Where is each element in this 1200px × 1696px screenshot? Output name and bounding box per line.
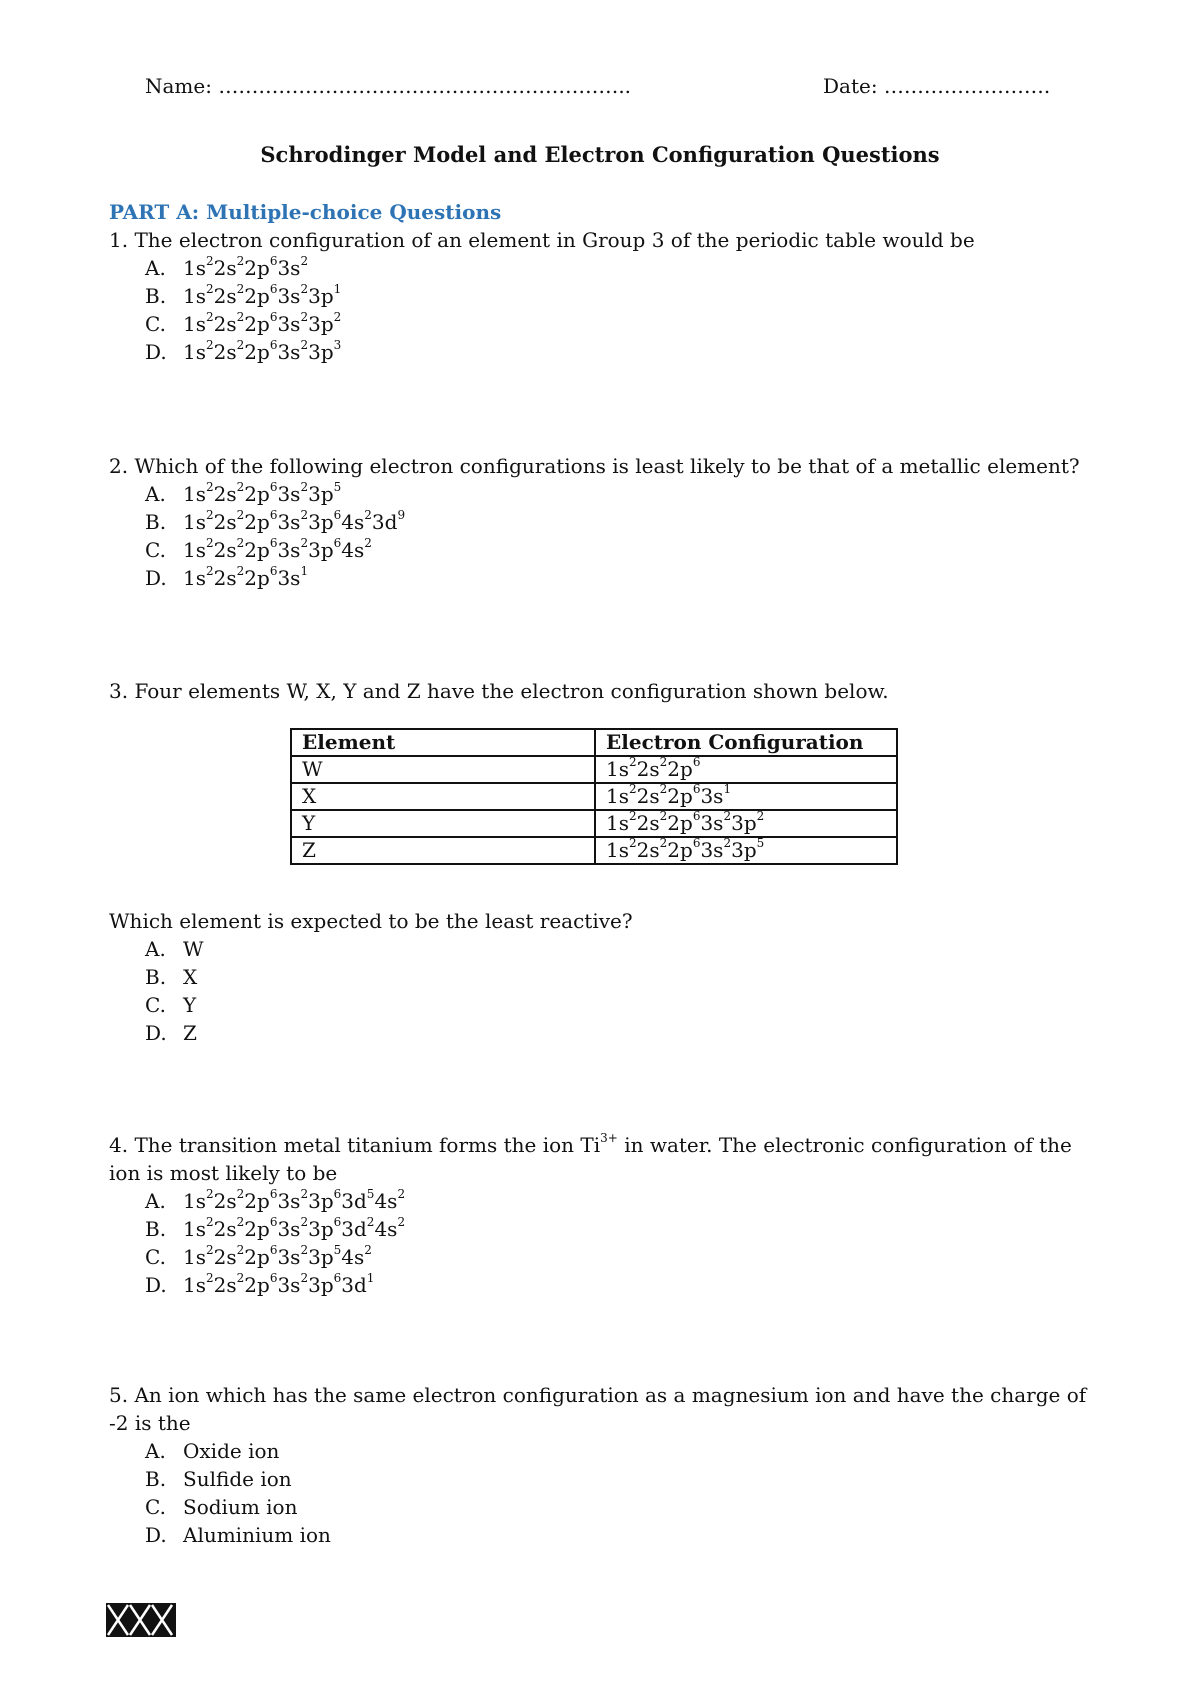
electron-count: 5 [756,836,765,851]
question-5-option-d[interactable] [145,1521,331,1549]
date-field[interactable]: Date: ……………………. [823,74,1051,98]
electron-count: 2 [629,782,637,797]
orbital-term: $3p^1$ [308,282,342,308]
orbital-term: $2s^2$ [213,508,245,534]
orbital-term: $3s^2$ [277,282,309,308]
question-5-option-b[interactable] [145,1465,292,1493]
orbital-term: $3s^1$ [277,564,309,590]
element-cell: Z [291,837,595,864]
electron-count: 6 [692,836,701,851]
option-letter: D. [145,1523,167,1547]
electron-count: 2 [300,338,309,353]
orbital-term: $3s^2$ [277,1187,309,1213]
option-letter: B. [145,284,167,308]
electron-count: 2 [300,1271,309,1286]
question-3-option-c[interactable] [145,991,196,1019]
orbital-term: $2p^6$ [244,310,278,336]
question-1-option-a[interactable] [145,254,308,282]
orbital-term: $4s^2$ [341,536,372,562]
question-2-option-b[interactable] [145,508,405,536]
orbital-term: $3p^5$ [731,836,765,862]
orbital-term: $4s^2$ [374,1187,406,1213]
option-letter: D. [145,1021,167,1045]
question-2-text: 2. Which of the following electron configurations is least likely to be that of a metallic element? [109,454,1080,478]
table-row [291,756,897,783]
orbital-term: $2p^6$ [244,338,278,364]
electron-configuration [183,340,341,364]
option-letter: C. [145,538,166,562]
orbital-term: $3s^2$ [277,310,309,336]
electron-count: 2 [300,282,309,297]
ion-charge: 3+ [600,1131,618,1146]
electron-count: 5 [366,1187,375,1202]
option-text: Z [183,1021,197,1045]
electron-count: 6 [269,310,278,325]
orbital-term: $3s^1$ [700,782,732,808]
electron-count: 6 [269,282,278,297]
option-letter: C. [145,993,166,1017]
orbital-term: $2s^2$ [213,1187,245,1213]
orbital-term: $1s^2$ [183,1187,214,1213]
orbital-term: $2p^6$ [667,809,701,835]
electron-count: 2 [300,508,309,523]
electron-count: 6 [269,480,278,495]
electron-count: 6 [333,1271,342,1286]
electron-count: 2 [333,310,342,325]
option-letter: B. [145,1467,167,1491]
orbital-term: $3s^2$ [277,338,309,364]
orbital-term: $2p^6$ [244,1187,278,1213]
element-cell: X [291,783,595,810]
electron-count: 2 [206,282,214,297]
question-2-option-a[interactable] [145,480,341,508]
option-text: Oxide ion [183,1439,280,1463]
electron-count: 2 [206,254,214,269]
orbital-term: $3p^5$ [308,480,342,506]
electron-count: 2 [300,1187,309,1202]
question-2-option-d[interactable] [145,564,308,592]
question-5-text: 5. An ion which has the same electron configuration as a magnesium ion and have the charge of -2 is the [109,1383,1087,1435]
electron-count: 2 [206,1187,214,1202]
electron-count: 2 [659,782,668,797]
orbital-term: $4s^2$ [341,1243,372,1269]
electron-count: 2 [659,836,668,851]
electron-count: 5 [333,1243,342,1258]
electron-count: 6 [692,755,701,770]
orbital-term: $2s^2$ [213,310,245,336]
electron-count: 2 [366,1215,375,1230]
question-4-text-after: in water. The electronic configuration of the ion is most likely to be [109,1133,1072,1185]
question-4-text-before: 4. The transition metal titanium forms the ion Ti [109,1133,601,1157]
table-row [291,837,897,864]
option-text: Sulfide ion [183,1467,292,1491]
orbital-term: $2p^6$ [244,480,278,506]
option-letter: C. [145,1245,166,1269]
question-4-text [109,1131,1109,1187]
question-1-option-d[interactable] [145,338,341,366]
electron-count: 2 [300,1243,309,1258]
electron-count: 2 [206,1243,214,1258]
orbital-term: $3s^2$ [277,536,309,562]
orbital-term: $2s^2$ [213,282,245,308]
question-4-option-a[interactable] [145,1187,405,1215]
question-3-option-b[interactable] [145,963,197,991]
electron-count: 2 [236,1271,245,1286]
orbital-term: $1s^2$ [183,480,214,506]
crosshatch-logo-icon [106,1603,176,1637]
option-letter: C. [145,312,166,336]
orbital-term: $2s^2$ [213,1271,245,1297]
orbital-term: $1s^2$ [183,1271,214,1297]
electron-count: 2 [236,564,245,579]
electron-count: 2 [206,508,214,523]
electron-count: 2 [364,1243,372,1258]
orbital-term: $2s^2$ [636,809,668,835]
electron-count: 2 [629,836,637,851]
orbital-term: $3s^2$ [277,1271,309,1297]
name-field[interactable]: Name: …………………………………………………….. [145,74,632,98]
orbital-term: $1s^2$ [183,282,214,308]
orbital-term: $1s^2$ [606,809,637,835]
electron-count: 2 [300,254,309,269]
electron-configuration [183,256,308,280]
config-cell [595,810,897,837]
orbital-term: $3s^2$ [700,836,732,862]
orbital-term: $3s^2$ [277,480,309,506]
electron-count: 2 [206,564,214,579]
option-letter: A. [145,1439,166,1463]
orbital-term: $2p^6$ [244,1271,278,1297]
option-letter: C. [145,1495,166,1519]
orbital-term: $3p^6$ [308,1187,342,1213]
electron-count: 6 [333,1187,342,1202]
option-letter: B. [145,965,167,989]
electron-configuration [183,1273,374,1297]
electron-count: 6 [269,508,278,523]
electron-count: 2 [206,536,214,551]
orbital-term: $1s^2$ [183,1243,214,1269]
question-1-option-c[interactable] [145,310,341,338]
element-cell: Y [291,810,595,837]
electron-configuration [183,538,372,562]
question-4-option-c[interactable] [145,1243,372,1271]
electron-count: 9 [397,508,406,523]
electron-count: 6 [269,536,278,551]
orbital-term: $2s^2$ [636,755,668,781]
orbital-term: $3p^6$ [308,536,342,562]
config-cell [595,837,897,864]
option-letter: A. [145,482,166,506]
electron-count: 2 [397,1187,406,1202]
electron-configuration [183,1217,405,1241]
electron-configuration [183,312,341,336]
option-letter: A. [145,937,166,961]
orbital-term: $1s^2$ [183,508,214,534]
option-letter: B. [145,510,167,534]
option-letter: A. [145,256,166,280]
orbital-term: $2s^2$ [636,782,668,808]
electron-count: 6 [269,338,278,353]
electron-count: 2 [236,254,245,269]
electron-count: 2 [206,310,214,325]
config-cell [595,756,897,783]
orbital-term: $3p^6$ [308,508,342,534]
electron-count: 2 [629,755,637,770]
orbital-term: $2p^6$ [244,536,278,562]
question-3-followup: Which element is expected to be the least reactive? [109,909,633,933]
electron-count: 6 [333,536,342,551]
orbital-term: $2p^6$ [244,282,278,308]
orbital-term: $3s^2$ [700,809,732,835]
question-1-text: 1. The electron configuration of an element in Group 3 of the periodic table would be [109,228,975,252]
electron-configuration-table [290,728,898,865]
option-letter: B. [145,1217,167,1241]
orbital-term: $2p^6$ [667,755,701,781]
orbital-term: $2p^6$ [667,782,701,808]
orbital-term: $3p^5$ [308,1243,342,1269]
orbital-term: $3p^2$ [308,310,342,336]
electron-configuration [183,1189,405,1213]
electron-count: 3 [333,338,342,353]
electron-count: 2 [723,836,732,851]
electron-count: 2 [300,480,309,495]
electron-configuration [183,1245,372,1269]
electron-count: 2 [300,536,309,551]
electron-count: 2 [723,809,732,824]
electron-count: 1 [366,1271,375,1286]
electron-count: 2 [629,809,637,824]
electron-count: 6 [269,1243,278,1258]
electron-count: 6 [269,254,278,269]
orbital-term: $2p^6$ [244,508,278,534]
orbital-term: $3d^1$ [341,1271,375,1297]
electron-configuration [183,284,341,308]
electron-count: 6 [269,564,278,579]
electron-count: 2 [397,1215,406,1230]
orbital-term: $3s^2$ [277,1215,309,1241]
orbital-term: $2p^6$ [244,1243,278,1269]
electron-count: 6 [269,1187,278,1202]
orbital-term: $1s^2$ [606,782,637,808]
orbital-term: $2s^2$ [213,1243,245,1269]
question-3-text: 3. Four elements W, X, Y and Z have the electron configuration shown below. [109,679,889,703]
question-4-option-d[interactable] [145,1271,374,1299]
question-5-option-c[interactable] [145,1493,297,1521]
electron-count: 2 [236,1243,245,1258]
electron-count: 2 [236,480,245,495]
electron-count: 6 [333,1215,342,1230]
orbital-term: $1s^2$ [183,338,214,364]
electron-count: 2 [756,809,765,824]
orbital-term: $1s^2$ [606,836,637,862]
electron-count: 2 [364,536,372,551]
electron-count: 2 [206,1271,214,1286]
option-text: Y [183,993,197,1017]
electron-count: 2 [300,310,309,325]
orbital-term: $2p^6$ [244,1215,278,1241]
config-cell [595,783,897,810]
electron-count: 2 [300,1215,309,1230]
option-letter: D. [145,340,167,364]
orbital-term: $2s^2$ [213,480,245,506]
electron-configuration [183,566,308,590]
electron-count: 6 [269,1271,278,1286]
orbital-term: $2s^2$ [213,254,245,280]
question-1-option-b[interactable] [145,282,341,310]
orbital-term: $4s^2$ [374,1215,406,1241]
orbital-term: $3p^6$ [308,1215,342,1241]
orbital-term: $2s^2$ [213,1215,245,1241]
electron-count: 2 [236,508,245,523]
electron-count: 1 [300,564,309,579]
electron-count: 2 [659,809,668,824]
electron-count: 2 [236,310,245,325]
question-2-option-c[interactable] [145,536,372,564]
question-3-option-a[interactable] [145,935,204,963]
table-header-config: Electron Configuration [595,729,897,756]
electron-count: 2 [236,1187,245,1202]
orbital-term: $3p^2$ [731,809,765,835]
electron-count: 6 [269,1215,278,1230]
electron-configuration [183,510,405,534]
orbital-term: $3s^2$ [277,1243,309,1269]
electron-count: 2 [236,1215,245,1230]
orbital-term: $2p^6$ [244,254,278,280]
option-letter: D. [145,566,167,590]
electron-count: 6 [692,809,701,824]
electron-count: 1 [723,782,732,797]
orbital-term: $1s^2$ [183,536,214,562]
orbital-term: $1s^2$ [183,564,214,590]
orbital-term: $3p^3$ [308,338,342,364]
part-a-heading: PART A: Multiple-choice Questions [109,200,502,224]
table-header-element: Element [291,729,595,756]
electron-count: 5 [333,480,342,495]
orbital-term: $3p^6$ [308,1271,342,1297]
electron-count: 6 [692,782,701,797]
orbital-term: $1s^2$ [606,755,637,781]
option-text: Aluminium ion [183,1523,331,1547]
orbital-term: $2p^6$ [667,836,701,862]
option-text: W [183,937,204,961]
orbital-term: $3s^2$ [277,254,309,280]
worksheet-title: Schrodinger Model and Electron Configuration Questions [260,142,940,167]
orbital-term: $3d^9$ [371,508,406,534]
electron-count: 1 [333,282,342,297]
orbital-term: $3s^2$ [277,508,309,534]
element-cell: W [291,756,595,783]
orbital-term: $2s^2$ [213,564,245,590]
orbital-term: $2s^2$ [213,536,245,562]
orbital-term: $3d^5$ [341,1187,375,1213]
orbital-term: $3d^2$ [341,1215,375,1241]
question-3-option-d[interactable] [145,1019,197,1047]
orbital-term: $4s^2$ [341,508,372,534]
electron-count: 2 [206,1215,214,1230]
electron-count: 2 [206,338,214,353]
orbital-term: $1s^2$ [183,310,214,336]
option-letter: A. [145,1189,166,1213]
electron-count: 2 [364,508,372,523]
table-row [291,810,897,837]
question-4-option-b[interactable] [145,1215,405,1243]
electron-count: 2 [236,282,245,297]
orbital-term: $2s^2$ [636,836,668,862]
orbital-term: $1s^2$ [183,1215,214,1241]
table-header-row [291,729,897,756]
electron-count: 2 [236,338,245,353]
option-text: Sodium ion [183,1495,298,1519]
electron-count: 2 [206,480,214,495]
option-letter: D. [145,1273,167,1297]
electron-configuration [183,482,341,506]
table-row [291,783,897,810]
question-5-option-a[interactable] [145,1437,279,1465]
electron-count: 6 [333,508,342,523]
option-text: X [183,965,198,989]
electron-count: 2 [236,536,245,551]
orbital-term: $2p^6$ [244,564,278,590]
orbital-term: $1s^2$ [183,254,214,280]
orbital-term: $2s^2$ [213,338,245,364]
electron-count: 2 [659,755,668,770]
